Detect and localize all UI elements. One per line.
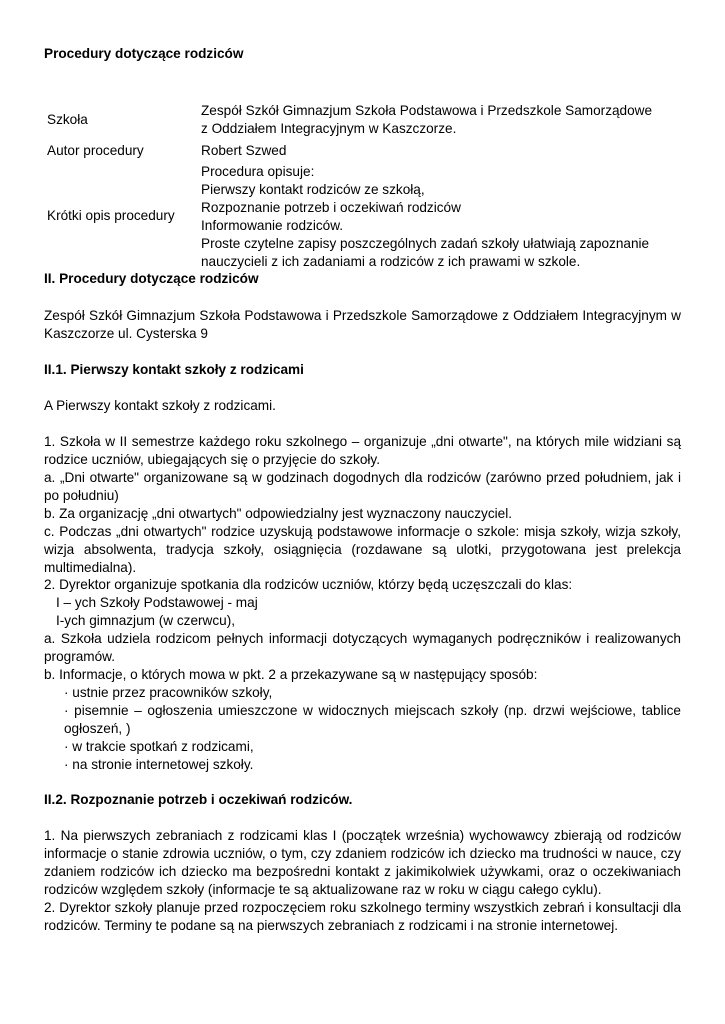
info-key: Autor procedury <box>47 143 144 158</box>
bullet-item: · ustnie przez pracowników szkoły, <box>64 685 273 700</box>
section22-heading: II.2. Rozpoznanie potrzeb i oczekiwań rodziców. <box>44 792 353 807</box>
paragraph-1c: c. Podczas „dni otwartych" rodzice uzyskują podstawowe informacje o szkole: misja szkoły, wizja szkoły, wizja absolwenta, tradycja szkoły, osiągnięcia (rozdawane są ulotki, przygotowana jest prelekcja multimedialna). <box>44 524 681 575</box>
section21-heading: II.1. Pierwszy kontakt szkoły z rodzicami <box>44 362 304 377</box>
paragraph-2a: a. Szkoła udziela rodzicom pełnych informacji dotyczących wymaganych podręczników i realizowanych programów. <box>44 631 681 664</box>
document-title: Procedury dotyczące rodziców <box>44 46 244 61</box>
info-line: Zespół Szkół Gimnazjum Szkoła Podstawowa i Przedszkole Samorządowe <box>201 103 653 118</box>
info-line: z Oddziałem Integracyjnym w Kaszczorze. <box>201 121 457 136</box>
section2-heading: II. Procedury dotyczące rodziców <box>44 271 259 286</box>
info-value <box>201 161 664 271</box>
paragraph-1b: b. Za organizację „dni otwartych" odpowiedzialny jest wyznaczony nauczyciel. <box>44 506 512 521</box>
paragraph-needs-2: 2. Dyrektor szkoły planuje przed rozpoczęciem roku szkolnego terminy wszystkich zebrań i konsultacji dla rodziców. Terminy te podane są na pierwszych zebraniach z rodzicami i na stronie internetowej. <box>44 900 681 933</box>
paragraph-2: 2. Dyrektor organizuje spotkania dla rodziców uczniów, którzy będą uczęszczali do klas: <box>44 577 573 592</box>
info-line: Informowanie rodziców. <box>201 218 344 233</box>
info-table <box>44 99 664 271</box>
school-address: Zespół Szkół Gimnazjum Szkoła Podstawowa i Przedszkole Samorządowe z Oddziałem Integracyjnym w Kaszczorze ul. Cysterska 9 <box>44 308 681 341</box>
bullet-item: · na stronie internetowej szkoły. <box>64 757 254 772</box>
info-row-author <box>44 141 664 161</box>
paragraph-2-line2: I-ych gimnazjum (w czerwcu), <box>56 613 236 628</box>
info-line: nauczycieli z ich zadaniami a rodziców z ich prawami w szkole. <box>201 254 581 269</box>
info-key: Szkoła <box>47 112 88 127</box>
info-line: Rozpoznanie potrzeb i oczekiwań rodziców <box>201 200 461 215</box>
info-value: Robert Szwed <box>201 143 287 158</box>
paragraph-2b: b. Informacje, o których mowa w pkt. 2 a przekazywane są w następujący sposób: <box>44 667 538 682</box>
info-line: Proste czytelne zapisy poszczególnych zadań szkoły ułatwiają zapoznanie <box>201 236 650 251</box>
info-row-school <box>44 99 664 141</box>
paragraph-needs-1: 1. Na pierwszych zebraniach z rodzicami klas I (początek września) wychowawcy zbierają od rodziców informacje o stanie zdrowia uczniów, o tym, czy zdaniem rodziców ich dziecko ma trudności w nauce, czy zdaniem rodziców ich dziecko ma bezpośredni kontakt z jakimikolwiek używkami, oraz o oczekiwaniach rodziców względem szkoły (informacje te są aktualizowane raz w roku w ciągu całego cyklu). <box>44 828 681 897</box>
info-line: Procedura opisuje: <box>201 164 315 179</box>
section21-intro: A Pierwszy kontakt szkoły z rodzicami. <box>44 398 276 413</box>
bullet-item: · w trakcie spotkań z rodzicami, <box>64 739 254 754</box>
info-key: Krótki opis procedury <box>47 208 175 223</box>
paragraph-1a: a. „Dni otwarte" organizowane są w godzinach dogodnych dla rodziców (zarówno przed południem, jak i po południu) <box>44 470 681 503</box>
info-line: Pierwszy kontakt rodziców ze szkołą, <box>201 182 425 197</box>
paragraph-1: 1. Szkoła w II semestrze każdego roku szkolnego – organizuje „dni otwarte", na których mile widziani są rodzice uczniów, ubiegających się o przyjęcie do szkoły. <box>44 434 681 467</box>
bullet-item: · pisemnie – ogłoszenia umieszczone w widocznych miejscach szkoły (np. drzwi wejściowe, tablice ogłoszeń, ) <box>64 703 681 736</box>
info-value <box>201 99 664 141</box>
info-row-description <box>44 161 664 271</box>
paragraph-2-line1: I – ych Szkoły Podstawowej - maj <box>56 595 258 610</box>
